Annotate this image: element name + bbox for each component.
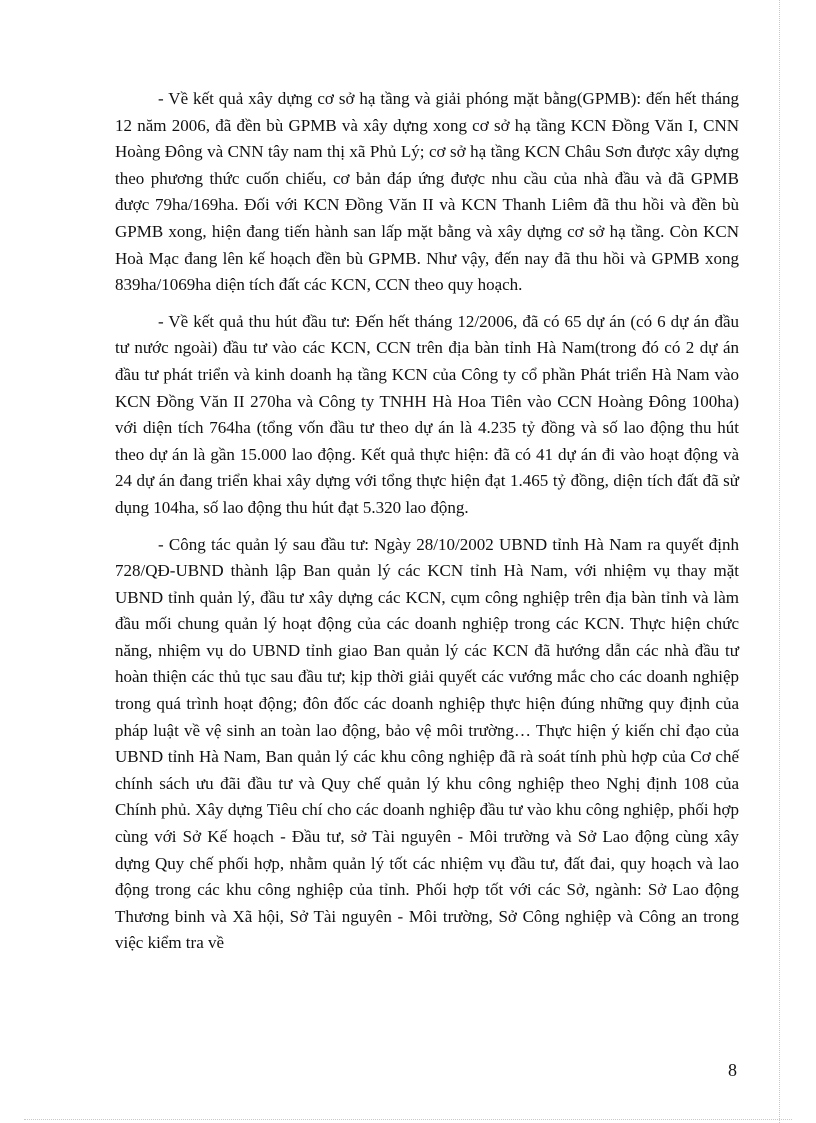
paragraph-post-investment-management: - Công tác quản lý sau đầu tư: Ngày 28/10/2002 UBND tỉnh Hà Nam ra quyết định 728/QĐ-UBND thành lập Ban quản lý các KCN tỉnh Hà Nam, với nhiệm vụ thay mặt UBND tỉnh quản lý, đầu tư xây dựng các KCN, cụm công nghiệp trên địa bàn tỉnh và làm đầu mối chung quản lý hoạt động của các doanh nghiệp trong các KCN. Thực hiện chức năng, nhiệm vụ do UBND tỉnh giao Ban quản lý các KCN đã hướng dẫn các nhà đầu tư hoàn thiện các thủ tục sau đầu tư; kịp thời giải quyết các vướng mắc cho các doanh nghiệp trong quá trình hoạt động; đôn đốc các doanh nghiệp thực hiện đúng những quy định của pháp luật về vệ sinh an toàn lao động, bảo vệ môi trường… Thực hiện ý kiến chỉ đạo của UBND tỉnh Hà Nam, Ban quản lý các khu công nghiệp đã rà soát tính phù hợp của Cơ chế chính sách ưu đãi đầu tư và Quy chế quản lý khu công nghiệp theo Nghị định 108 của Chính phủ. Xây dựng Tiêu chí cho các doanh nghiệp đầu tư vào khu công nghiệp, phối hợp cùng với Sở Kế hoạch - Đầu tư, sở Tài nguyên - Môi trường và Sở Lao động cùng xây dựng Quy chế phối hợp, nhằm quản lý tốt các nhiệm vụ đầu tư, đất đai, quy hoạch và lao động trong các khu công nghiệp của tỉnh. Phối hợp tốt với các Sở, ngành: Sở Lao động Thương binh và Xã hội, Sở Tài nguyên - Môi trường, Sở Công nghiệp và Công an trong việc kiểm tra về bbox=[115, 534, 739, 953]
paragraph-investment-attraction: - Về kết quả thu hút đầu tư: Đến hết tháng 12/2006, đã có 65 dự án (có 6 dự án đầu tư nước ngoài) đầu tư vào các KCN, CCN trên địa bàn tỉnh Hà Nam(trong đó có 2 dự án đầu tư phát triển và kinh doanh hạ tầng KCN của Công ty cổ phần Phát triển Hà Nam vào KCN Đồng Văn II 270ha và Công ty TNHH Hà Hoa Tiên vào CCN Hoàng Đông 100ha) với diện tích 764ha (tổng vốn đầu tư theo dự án là 4.235 tỷ đồng và số lao động thu hút theo dự án là gần 15.000 lao động. Kết quả thực hiện: đã có 41 dự án đi vào hoạt động và 24 dự án đang triển khai xây dựng với tổng thực hiện đạt 1.465 tỷ đồng, diện tích đất đã sử dụng 104ha, số lao động thu hút đạt 5.320 lao động. bbox=[115, 311, 739, 517]
right-margin-rule bbox=[779, 0, 780, 1123]
paragraph-infrastructure-gpmb: - Về kết quả xây dựng cơ sở hạ tầng và giải phóng mặt bằng(GPMB): đến hết tháng 12 năm 2006, đã đền bù GPMB và xây dựng xong cơ sở hạ tầng KCN Đồng Văn I, CNN Hoàng Đông và CNN tây nam thị xã Phủ Lý; cơ sở hạ tầng KCN Châu Sơn được xây dựng theo phương thức cuốn chiếu, cơ bản đáp ứng được nhu cầu của nhà đầu và đã GPMB được 79ha/169ha. Đối với KCN Đồng Văn II và KCN Thanh Liêm đã thu hồi và đền bù GPMB xong, hiện đang tiến hành san lấp mặt bằng và xây dựng cơ sở hạ tầng. Còn KCN Hoà Mạc đang lên kế hoạch đền bù GPMB. Như vậy, đến nay đã thu hồi và GPMB xong 839ha/1069ha diện tích đất các KCN, CCN theo quy hoạch. bbox=[115, 89, 739, 295]
bottom-margin-rule bbox=[24, 1119, 792, 1120]
page-number: 8 bbox=[728, 1060, 737, 1080]
document-body bbox=[115, 86, 739, 967]
